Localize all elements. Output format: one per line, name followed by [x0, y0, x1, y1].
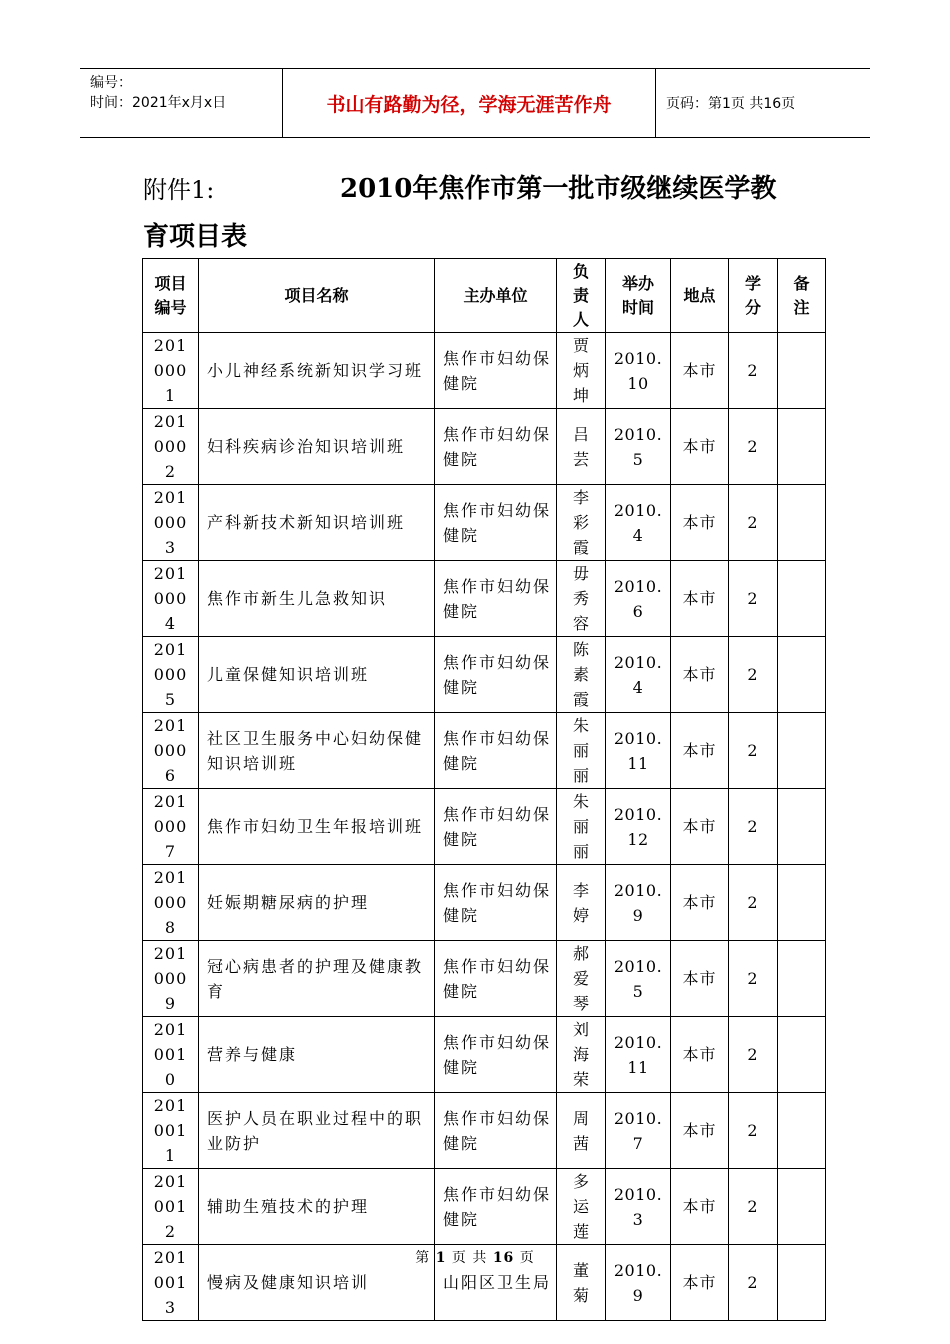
cell-place: 本市: [671, 713, 729, 789]
table-row: [143, 941, 826, 1017]
cell-note: [778, 941, 826, 1017]
cell-code: 2010013: [143, 1245, 199, 1321]
cell-person: 陈素霞: [557, 637, 606, 713]
cell-time: 2010.4: [606, 485, 671, 561]
cell-person: 吕芸: [557, 409, 606, 485]
cell-time: 2010.4: [606, 637, 671, 713]
cell-name: 辅助生殖技术的护理: [199, 1169, 435, 1245]
doc-date-label: 时间：2021年x月x日: [90, 95, 227, 111]
cell-time: 2010.7: [606, 1093, 671, 1169]
cell-org: 焦作市妇幼保健院: [435, 713, 557, 789]
header-credit: 学分: [729, 259, 778, 333]
project-table: [142, 258, 826, 1321]
header-note: 备注: [778, 259, 826, 333]
footer-suffix: 页: [519, 1250, 535, 1266]
cell-name: 营养与健康: [199, 1017, 435, 1093]
cell-time: 2010.10: [606, 333, 671, 409]
cell-code: 2010009: [143, 941, 199, 1017]
table-row: [143, 485, 826, 561]
cell-code: 2010002: [143, 409, 199, 485]
table-row: [143, 865, 826, 941]
cell-place: 本市: [671, 1245, 729, 1321]
cell-name: 焦作市妇幼卫生年报培训班: [199, 789, 435, 865]
cell-person: 周茜: [557, 1093, 606, 1169]
cell-place: 本市: [671, 865, 729, 941]
cell-credit: 2: [729, 1169, 778, 1245]
header-place: 地点: [671, 259, 729, 333]
cell-credit: 2: [729, 409, 778, 485]
cell-note: [778, 865, 826, 941]
cell-credit: 2: [729, 941, 778, 1017]
cell-note: [778, 789, 826, 865]
cell-org: 焦作市妇幼保健院: [435, 637, 557, 713]
title-main-line1: 2010年焦作市第一批市级继续医学教: [340, 174, 777, 204]
table-row: [143, 1017, 826, 1093]
title-prefix: 附件1:: [143, 176, 215, 204]
cell-person: 多运莲: [557, 1169, 606, 1245]
cell-name: 慢病及健康知识培训: [199, 1245, 435, 1321]
cell-place: 本市: [671, 409, 729, 485]
cell-note: [778, 333, 826, 409]
table-row: [143, 333, 826, 409]
cell-person: 李彩霞: [557, 485, 606, 561]
footer-middle: 页 共: [451, 1250, 488, 1266]
cell-code: 2010007: [143, 789, 199, 865]
cell-code: 2010011: [143, 1093, 199, 1169]
cell-name: 妇科疾病诊治知识培训班: [199, 409, 435, 485]
cell-person: 郝爱琴: [557, 941, 606, 1017]
cell-place: 本市: [671, 1169, 729, 1245]
header-person: 负责人: [557, 259, 606, 333]
header-motto: 书山有路勤为径，学海无涯苦作舟: [283, 69, 656, 137]
cell-person: 贾炳坤: [557, 333, 606, 409]
cell-place: 本市: [671, 333, 729, 409]
cell-org: 焦作市妇幼保健院: [435, 561, 557, 637]
cell-time: 2010.11: [606, 713, 671, 789]
title-main-line2: 育项目表: [143, 222, 248, 252]
cell-person: 董菊: [557, 1245, 606, 1321]
cell-name: 产科新技术新知识培训班: [199, 485, 435, 561]
cell-person: 李婷: [557, 865, 606, 941]
cell-name: 儿童保健知识培训班: [199, 637, 435, 713]
cell-org: 焦作市妇幼保健院: [435, 1017, 557, 1093]
table-row: [143, 561, 826, 637]
cell-note: [778, 485, 826, 561]
cell-person: 朱丽丽: [557, 713, 606, 789]
header-org: 主办单位: [435, 259, 557, 333]
cell-name: 焦作市新生儿急救知识: [199, 561, 435, 637]
cell-time: 2010.5: [606, 409, 671, 485]
cell-time: 2010.12: [606, 789, 671, 865]
cell-time: 2010.5: [606, 941, 671, 1017]
cell-org: 焦作市妇幼保健院: [435, 865, 557, 941]
header-code: 项目编号: [143, 259, 199, 333]
cell-note: [778, 1093, 826, 1169]
cell-person: 毋秀容: [557, 561, 606, 637]
cell-code: 2010005: [143, 637, 199, 713]
cell-note: [778, 409, 826, 485]
table-row: [143, 409, 826, 485]
cell-code: 2010003: [143, 485, 199, 561]
cell-code: 2010006: [143, 713, 199, 789]
cell-code: 2010004: [143, 561, 199, 637]
cell-time: 2010.3: [606, 1169, 671, 1245]
cell-note: [778, 1169, 826, 1245]
cell-place: 本市: [671, 1017, 729, 1093]
cell-name: 社区卫生服务中心妇幼保健知识培训班: [199, 713, 435, 789]
cell-note: [778, 561, 826, 637]
cell-name: 小儿神经系统新知识学习班: [199, 333, 435, 409]
cell-code: 2010012: [143, 1169, 199, 1245]
document-title: [143, 168, 823, 208]
table-row: [143, 713, 826, 789]
cell-org: 焦作市妇幼保健院: [435, 409, 557, 485]
cell-credit: 2: [729, 561, 778, 637]
header-name: 项目名称: [199, 259, 435, 333]
cell-org: 山阳区卫生局: [435, 1245, 557, 1321]
cell-code: 2010001: [143, 333, 199, 409]
cell-credit: 2: [729, 637, 778, 713]
header-meta: [80, 69, 283, 137]
table-row: [143, 637, 826, 713]
cell-credit: 2: [729, 333, 778, 409]
cell-place: 本市: [671, 637, 729, 713]
table-row: [143, 789, 826, 865]
cell-time: 2010.11: [606, 1017, 671, 1093]
cell-name: 冠心病患者的护理及健康教育: [199, 941, 435, 1017]
cell-note: [778, 713, 826, 789]
footer-total-pages: 16: [492, 1250, 515, 1266]
cell-credit: 2: [729, 1245, 778, 1321]
doc-number-label: 编号：: [90, 75, 132, 91]
cell-name: 医护人员在职业过程中的职业防护: [199, 1093, 435, 1169]
cell-credit: 2: [729, 713, 778, 789]
cell-code: 2010010: [143, 1017, 199, 1093]
cell-credit: 2: [729, 789, 778, 865]
cell-place: 本市: [671, 485, 729, 561]
table-row: [143, 1169, 826, 1245]
table-row: [143, 1093, 826, 1169]
cell-note: [778, 1017, 826, 1093]
cell-note: [778, 637, 826, 713]
cell-org: 焦作市妇幼保健院: [435, 1169, 557, 1245]
cell-place: 本市: [671, 789, 729, 865]
cell-time: 2010.6: [606, 561, 671, 637]
page-footer: [0, 1247, 950, 1267]
page-header: [80, 68, 870, 138]
footer-prefix: 第: [415, 1250, 431, 1266]
cell-org: 焦作市妇幼保健院: [435, 485, 557, 561]
header-page-info: 页码：第1页 共16页: [666, 96, 796, 112]
cell-person: 刘海荣: [557, 1017, 606, 1093]
cell-credit: 2: [729, 1093, 778, 1169]
header-time: 举办时间: [606, 259, 671, 333]
cell-credit: 2: [729, 865, 778, 941]
cell-org: 焦作市妇幼保健院: [435, 333, 557, 409]
cell-place: 本市: [671, 941, 729, 1017]
cell-time: 2010.9: [606, 1245, 671, 1321]
cell-place: 本市: [671, 1093, 729, 1169]
footer-page-number: 1: [435, 1250, 447, 1266]
cell-name: 妊娠期糖尿病的护理: [199, 865, 435, 941]
cell-code: 2010008: [143, 865, 199, 941]
cell-time: 2010.9: [606, 865, 671, 941]
cell-org: 焦作市妇幼保健院: [435, 1093, 557, 1169]
cell-person: 朱丽丽: [557, 789, 606, 865]
cell-credit: 2: [729, 1017, 778, 1093]
cell-place: 本市: [671, 561, 729, 637]
cell-org: 焦作市妇幼保健院: [435, 941, 557, 1017]
table-header-row: [143, 259, 826, 333]
cell-credit: 2: [729, 485, 778, 561]
cell-org: 焦作市妇幼保健院: [435, 789, 557, 865]
